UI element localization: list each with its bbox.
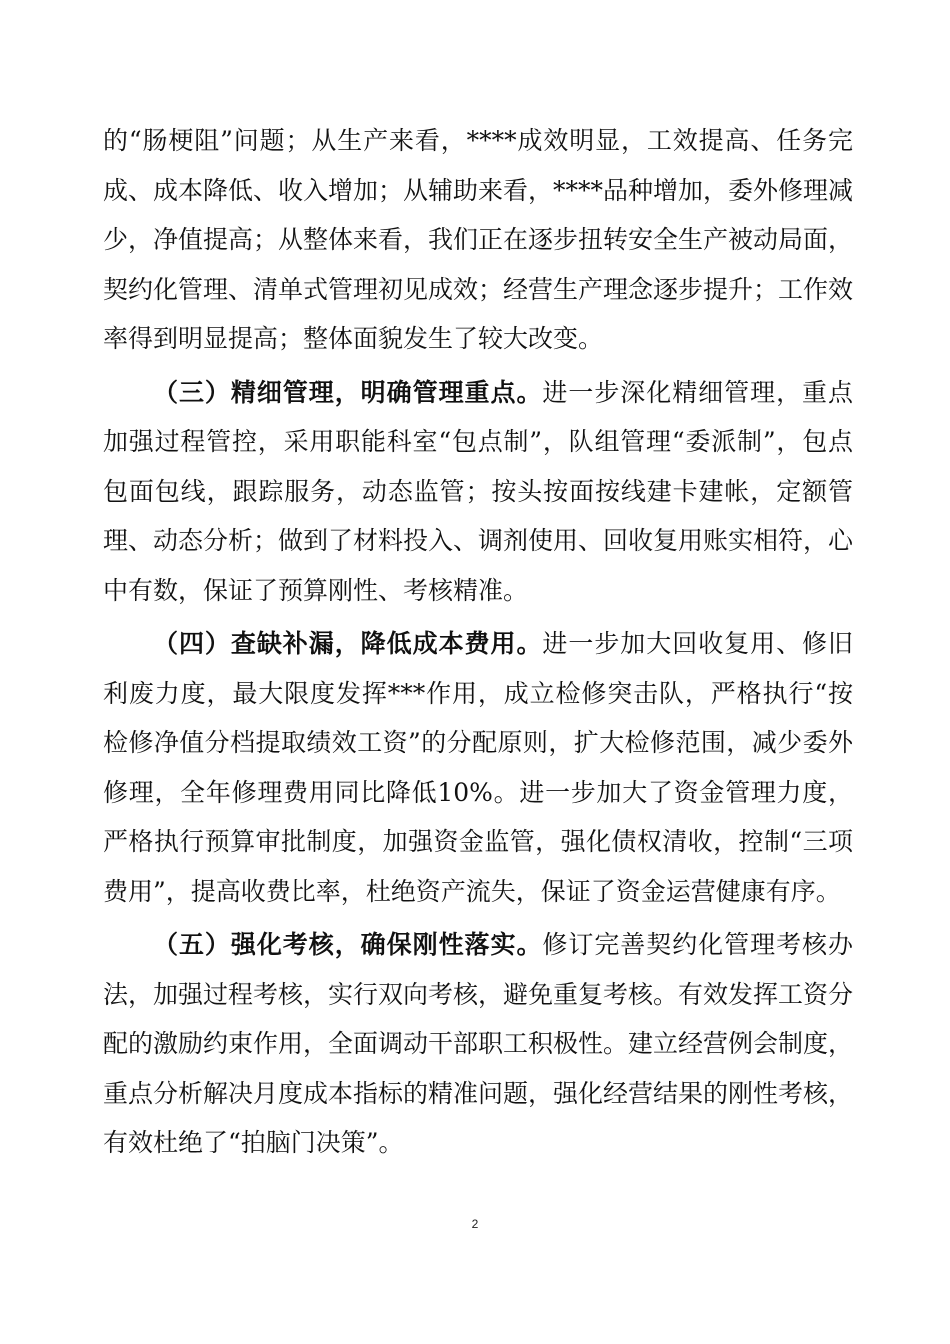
section-paragraph-3 [103, 368, 853, 616]
section-heading-5: （五）强化考核，确保刚性落实。 [153, 930, 543, 959]
section-heading-3: （三）精细管理，明确管理重点。 [153, 377, 543, 407]
section-paragraph-5 [103, 920, 853, 1168]
section-paragraph-4 [103, 619, 853, 916]
section-body-5: 修订完善契约化管理考核办法，加强过程考核，实行双向考核，避免重复考核。有效发挥工资分配的激励约束作用，全面调动干部职工积极性。建立经营例会制度，重点分析解决月度成本指标的精准问题，强化经营结果的刚性考核，有效杜绝了“拍脑门决策”。 [103, 930, 854, 1157]
section-heading-4: （四）查缺补漏，降低成本费用。 [153, 629, 543, 658]
continuation-paragraph: 的“肠梗阻”问题；从生产来看，****成效明显，工效提高、任务完成、成本降低、收入增加；从辅助来看，****品种增加，委外修理减少，净值提高；从整体来看，我们正在逐步扭转安全生产被动局面，契约化管理、清单式管理初见成效；经营生产理念逐步提升；工作效率得到明显提高；整体面貌发生了较大改变。 [103, 126, 854, 353]
section-body-3: 进一步深化精细管理，重点加强过程管控，采用职能科室“包点制”，队组管理“委派制”，包点包面包线，跟踪服务，动态监管；按头按面按线建卡建帐，定额管理、动态分析；做到了材料投入、调剂使用、回收复用账实相符，心中有数，保证了预算刚性、考核精准。 [103, 377, 854, 605]
section-body-4: 进一步加大回收复用、修旧利废力度，最大限度发挥***作用，成立检修突击队，严格执行“按检修净值分档提取绩效工资”的分配原则，扩大检修范围，减少委外修理，全年修理费用同比降低10%。进一步加大了资金管理力度，严格执行预算审批制度，加强资金监管，强化债权清收，控制“三项费用”，提高收费比率，杜绝资产流失，保证了资金运营健康有序。 [103, 629, 853, 906]
document-body [103, 116, 853, 1172]
page-number: 2 [471, 1217, 479, 1231]
